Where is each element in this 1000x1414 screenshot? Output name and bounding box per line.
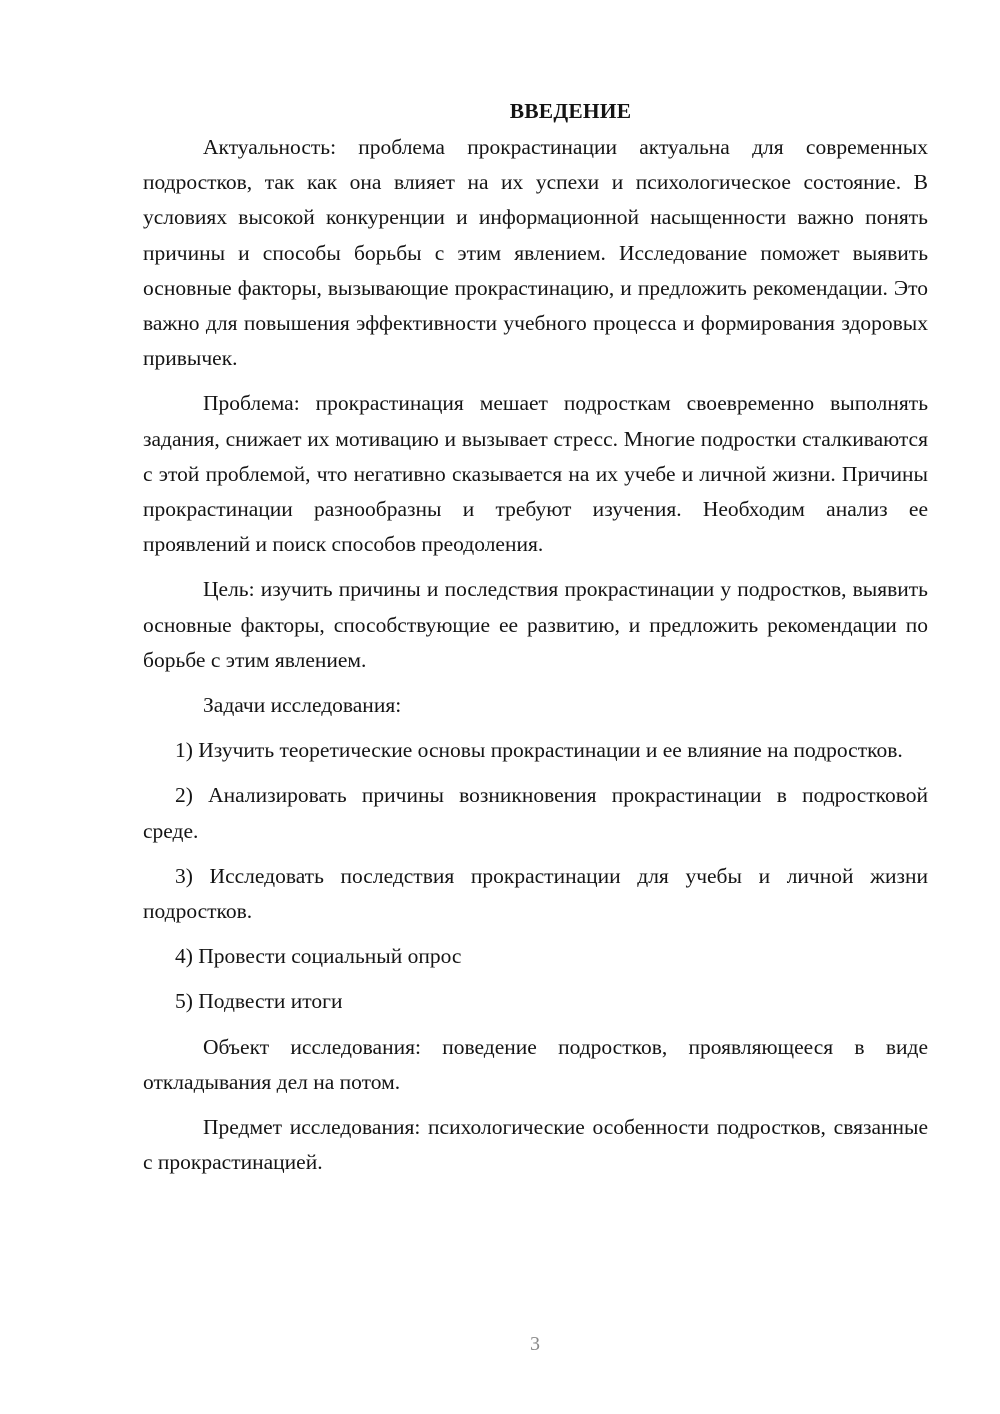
relevance-paragraph: Актуальность: проблема прокрастинации актуальна для современных подростков, так как она влияет на их успехи и психологическое состояние. В условиях высокой конкуренции и информационной насыщенности важно понять причины и способы борьбы с этим явлением. Исследование поможет выявить основные факторы, вызывающие прокрастинацию, и предложить рекомендации. Это важно для повышения эффективности учебного процесса и формирования здоровых привычек. [143, 135, 928, 371]
task-item-3: 3) Исследовать последствия прокрастинации для учебы и личной жизни подростков. [143, 863, 928, 924]
tasks-title: Задачи исследования: [203, 693, 402, 718]
goal-paragraph: Цель: изучить причины и последствия прокрастинации у подростков, выявить основные факторы, способствующие ее развитию, и предложить рекомендации по борьбе с этим явлением. [143, 577, 928, 672]
subject-paragraph: Предмет исследования: психологические особенности подростков, связанные с прокрастинацией. [143, 1115, 928, 1175]
task-item-4: 4) Провести социальный опрос [175, 944, 462, 969]
page-content [143, 94, 928, 1190]
section-heading: ВВЕДЕНИЕ [509, 99, 632, 123]
object-paragraph: Объект исследования: поведение подростков, проявляющееся в виде откладывания дел на потом. [143, 1034, 928, 1094]
task-item-5: 5) Подвести итоги [175, 989, 343, 1014]
page-number: 3 [530, 1333, 540, 1355]
problem-paragraph: Проблема: прокрастинация мешает подросткам своевременно выполнять задания, снижает их мотивацию и вызывает стресс. Многие подростки сталкиваются с этой проблемой, что негативно сказывается на их учебе и личной жизни. Причины прокрастинации разнообразны и требуют изучения. Необходим анализ ее проявлений и поиск способов преодоления. [143, 391, 928, 557]
task-item-2: 2) Анализировать причины возникновения прокрастинации в подростковой среде. [143, 783, 928, 843]
task-item-1: 1) Изучить теоретические основы прокрастинации и ее влияние на подростков. [175, 738, 903, 763]
